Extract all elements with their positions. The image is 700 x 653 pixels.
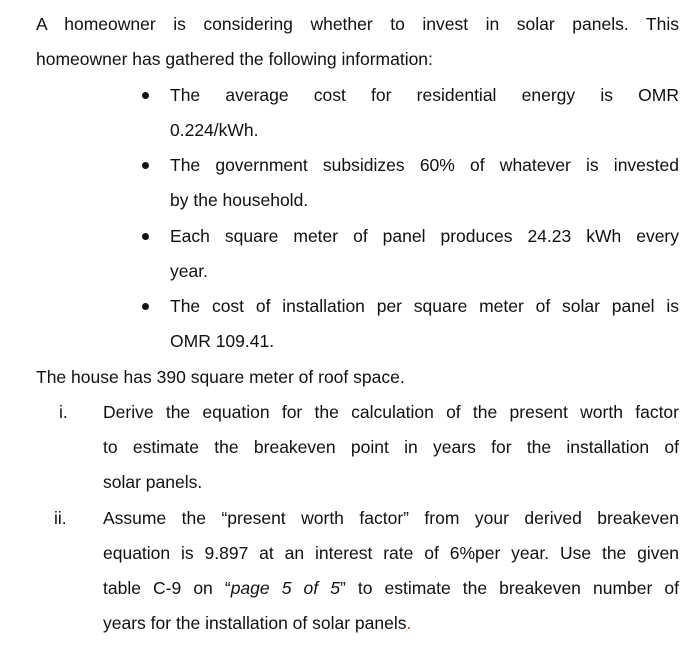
bullet-1-line-1: The average cost for residential energy is OMR	[170, 85, 679, 105]
bullet-2-line-1: The government subsidizes 60% of whatever is invested	[170, 155, 679, 175]
question-ii-line-2: equation is 9.897 at an interest rate of 6%per year. Use the given	[103, 543, 679, 563]
bullet-dot-2	[142, 162, 149, 169]
question-i-line-3: solar panels.	[103, 472, 203, 492]
question-ii-line-4-text: years for the installation of solar panels	[103, 613, 407, 633]
bullet-4-line-1: The cost of installation per square meter of solar panel is	[170, 296, 679, 316]
bullet-3-line-2: year.	[170, 261, 208, 281]
bullet-3-line-1: Each square meter of panel produces 24.23 kWh every	[170, 226, 679, 246]
bullet-dot-1	[142, 92, 149, 99]
bullet-dot-4	[142, 303, 149, 310]
question-ii-final-period: .	[406, 613, 412, 633]
intro-line-1: A homeowner is considering whether to invest in solar panels. This	[36, 14, 679, 34]
question-ii-line-3-post: ” to estimate the breakeven number of	[339, 578, 680, 598]
bullet-4-line-2: OMR 109.41.	[170, 331, 275, 351]
question-ii-line-3	[103, 577, 679, 599]
bullet-dot-3	[142, 233, 149, 240]
question-i-line-2: to estimate the breakeven point in years for the installation of	[103, 437, 679, 457]
roof-space-statement: The house has 390 square meter of roof space.	[36, 367, 405, 387]
question-ii-line-3-pre: table C-9 on “	[103, 578, 231, 598]
bullet-2-line-2: by the household.	[170, 190, 309, 210]
bullet-1-line-2: 0.224/kWh.	[170, 120, 259, 140]
page-reference: page 5 of 5	[230, 578, 340, 598]
question-i-line-1: Derive the equation for the calculation of the present worth factor	[103, 402, 679, 422]
question-ii-line-1: Assume the “present worth factor” from your derived breakeven	[103, 508, 679, 528]
intro-line-2: homeowner has gathered the following information:	[36, 49, 433, 69]
question-i-marker: i.	[59, 402, 68, 422]
question-ii-line-4	[103, 612, 411, 634]
question-ii-marker: ii.	[54, 508, 67, 528]
